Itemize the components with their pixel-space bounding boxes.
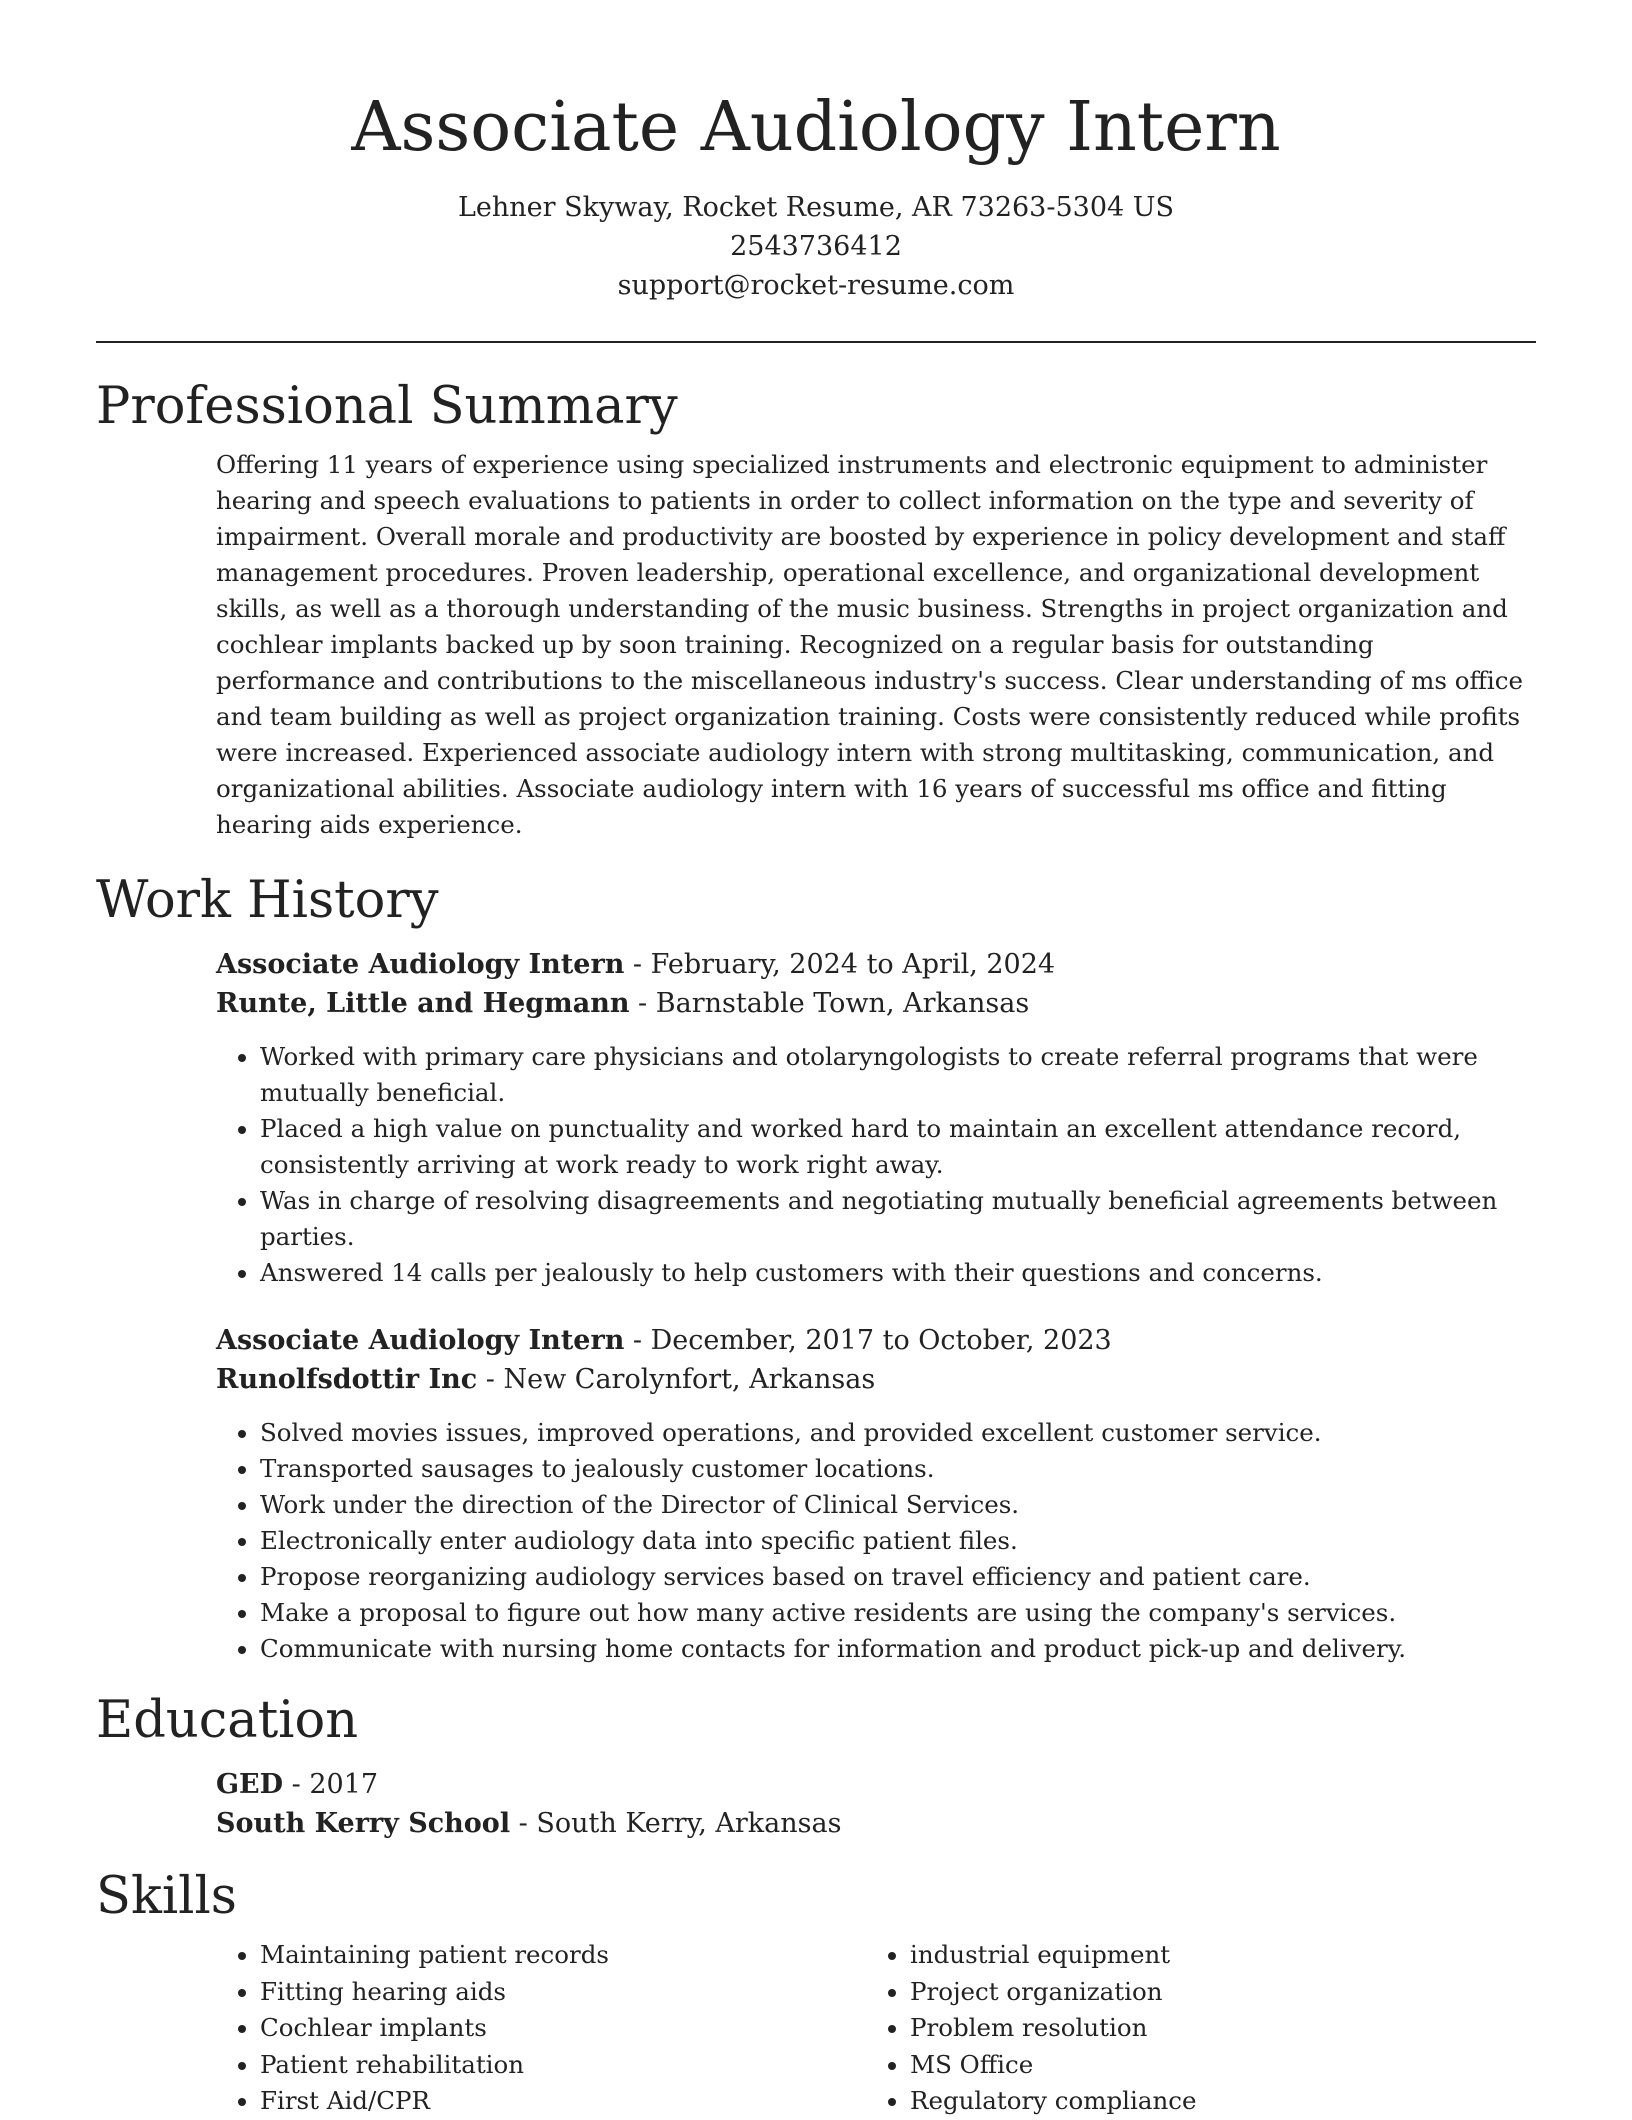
job-location: - Barnstable Town, Arkansas bbox=[629, 988, 1030, 1019]
education-school-line bbox=[216, 1804, 1536, 1843]
summary-section bbox=[96, 377, 1536, 843]
job-dates: - December, 2017 to October, 2023 bbox=[624, 1325, 1112, 1356]
list-item: • MS Office bbox=[910, 2047, 1516, 2084]
skills-list-left bbox=[216, 1937, 866, 2120]
list-item: • Work under the direction of the Director of Clinical Services. bbox=[260, 1487, 1536, 1523]
candidate-name: Associate Audiology Intern bbox=[351, 88, 1281, 167]
education-title: Education bbox=[96, 1691, 359, 1750]
list-item: • Communicate with nursing home contacts for information and product pick-up and delivery. bbox=[260, 1631, 1536, 1667]
list-item: • Placed a high value on punctuality and worked hard to maintain an excellent attendance record, consistently arriving at work ready to work right away. bbox=[260, 1111, 1536, 1183]
job-title-line bbox=[216, 1321, 1536, 1360]
list-item: • Regulatory compliance bbox=[910, 2083, 1516, 2120]
list-item: • Project organization bbox=[910, 1974, 1516, 2011]
job-company-line bbox=[216, 1360, 1536, 1399]
list-item: • Worked with primary care physicians and otolaryngologists to create referral programs that were mutually beneficial. bbox=[260, 1039, 1536, 1111]
education-year: - 2017 bbox=[283, 1769, 379, 1800]
skills-title: Skills bbox=[96, 1867, 237, 1926]
list-item: • Was in charge of resolving disagreements and negotiating mutually beneficial agreements between parties. bbox=[260, 1183, 1536, 1255]
job-title-line bbox=[216, 945, 1536, 984]
list-item: • Answered 14 calls per jealously to help customers with their questions and concerns. bbox=[260, 1255, 1536, 1291]
list-item: • Electronically enter audiology data into specific patient files. bbox=[260, 1523, 1536, 1559]
list-item: • industrial equipment bbox=[910, 1937, 1516, 1974]
summary-title: Professional Summary bbox=[96, 377, 678, 436]
resume-header bbox=[96, 0, 1536, 305]
skills-section bbox=[96, 1867, 1536, 2120]
list-item: • Propose reorganizing audiology services based on travel efficiency and patient care. bbox=[260, 1559, 1536, 1595]
job-company: Runte, Little and Hegmann bbox=[216, 988, 630, 1019]
education-degree: GED bbox=[216, 1769, 284, 1800]
list-item: • Patient rehabilitation bbox=[260, 2047, 866, 2084]
education-location: - South Kerry, Arkansas bbox=[510, 1808, 842, 1839]
list-item: • Problem resolution bbox=[910, 2010, 1516, 2047]
list-item: • Make a proposal to figure out how many active residents are using the company's services. bbox=[260, 1595, 1536, 1631]
job-entry bbox=[216, 945, 1536, 1291]
job-bullets bbox=[216, 1039, 1536, 1291]
education-degree-line bbox=[216, 1765, 1536, 1804]
list-item: • Maintaining patient records bbox=[260, 1937, 866, 1974]
list-item: • Fitting hearing aids bbox=[260, 1974, 866, 2011]
list-item: • Cochlear implants bbox=[260, 2010, 866, 2047]
job-role: Associate Audiology Intern bbox=[216, 949, 625, 980]
job-entry bbox=[216, 1321, 1536, 1667]
address: Lehner Skyway, Rocket Resume, AR 73263-5304 US bbox=[457, 192, 1175, 223]
email: support@rocket-resume.com bbox=[617, 270, 1015, 301]
header-divider bbox=[96, 341, 1536, 343]
job-bullets bbox=[216, 1415, 1536, 1667]
phone: 2543736412 bbox=[730, 231, 902, 262]
contact-block bbox=[96, 188, 1536, 305]
job-role: Associate Audiology Intern bbox=[216, 1325, 625, 1356]
education-section bbox=[96, 1691, 1536, 1843]
skills-columns bbox=[216, 1937, 1536, 2120]
job-company: Runolfsdottir Inc bbox=[216, 1364, 478, 1395]
work-history-section bbox=[96, 871, 1536, 1667]
list-item: • First Aid/CPR bbox=[260, 2083, 866, 2120]
skills-list-right bbox=[866, 1937, 1516, 2120]
job-company-line bbox=[216, 984, 1536, 1023]
work-history-title: Work History bbox=[96, 871, 439, 930]
education-school: South Kerry School bbox=[216, 1808, 511, 1839]
job-dates: - February, 2024 to April, 2024 bbox=[624, 949, 1056, 980]
list-item: • Transported sausages to jealously customer locations. bbox=[260, 1451, 1536, 1487]
list-item: • Solved movies issues, improved operations, and provided excellent customer service. bbox=[260, 1415, 1536, 1451]
job-location: - New Carolynfort, Arkansas bbox=[477, 1364, 876, 1395]
summary-text: Offering 11 years of experience using specialized instruments and electronic equipment to administer hearing and speech evaluations to patients in order to collect information on the type and severity of impairment. Overall morale and productivity are boosted by experience in policy development and staff management procedures. Proven leadership, operational excellence, and organizational development skills, as well as a thorough understanding of the music business. Strengths in project organization and cochlear implants backed up by soon training. Recognized on a regular basis for outstanding performance and contributions to the miscellaneous industry's success. Clear understanding of ms office and team building as well as project organization training. Costs were consistently reduced while profits were increased. Experienced associate audiology intern with strong multitasking, communication, and organizational abilities. Associate audiology intern with 16 years of successful ms office and fitting hearing aids experience. bbox=[216, 450, 1523, 839]
